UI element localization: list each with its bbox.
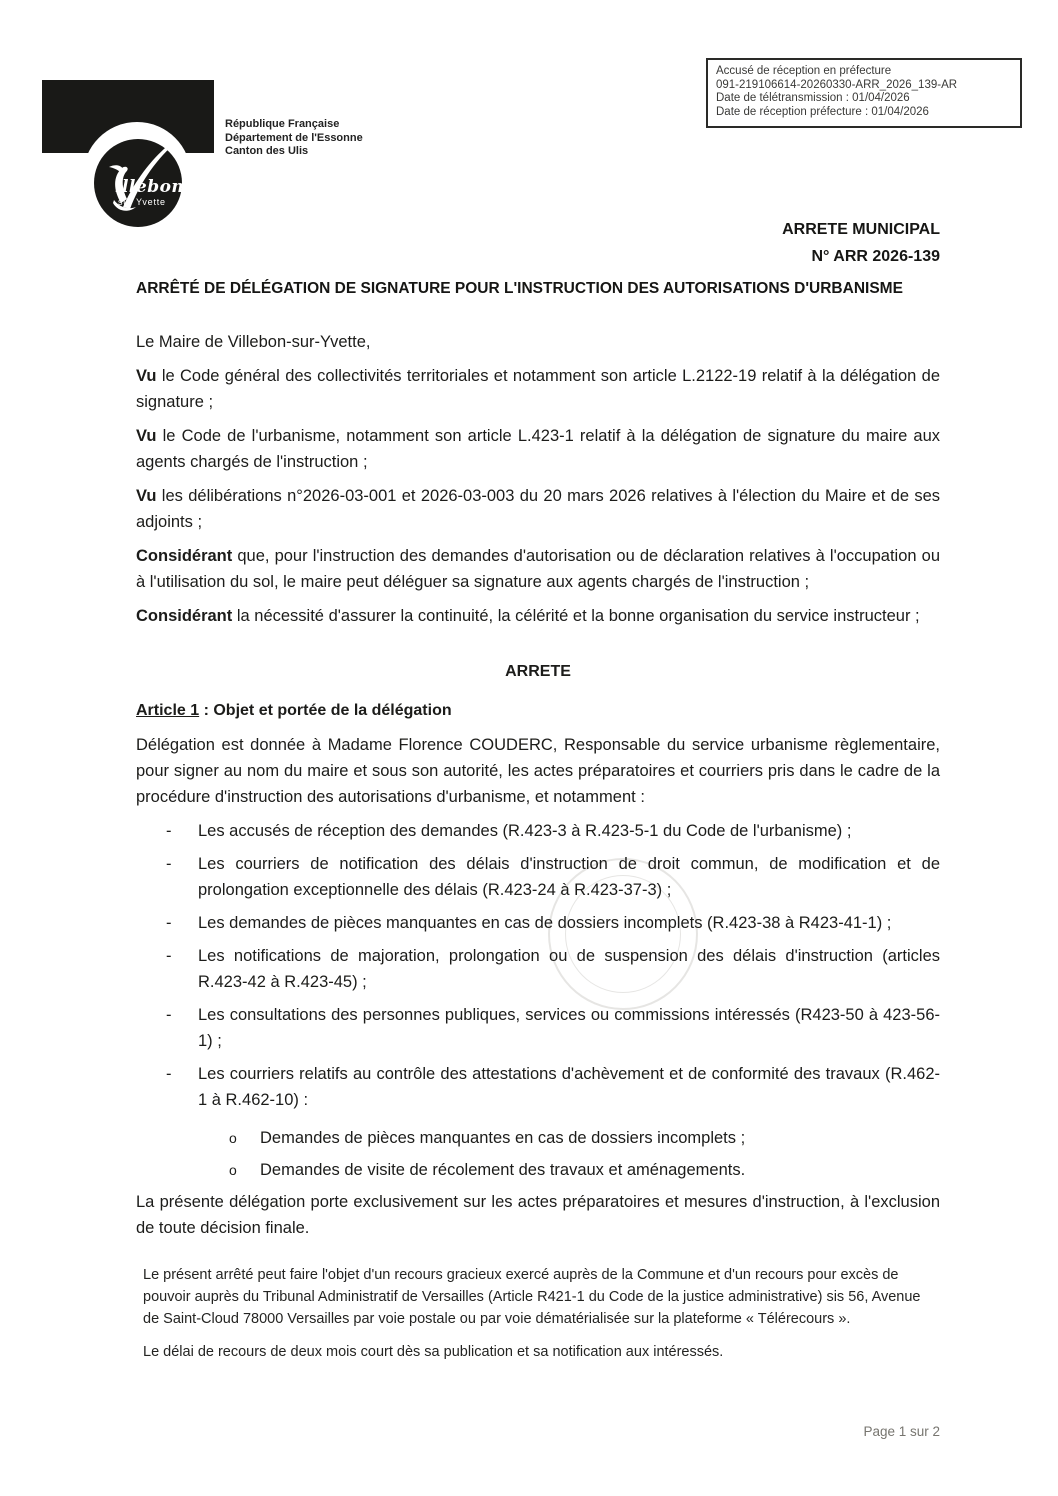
clause-text: le Code de l'urbanisme, notamment son article L.423-1 relatif à la délégation de signature du maire aux agents chargés de l'instruction ;: [136, 427, 940, 471]
main-title: ARRÊTÉ DE DÉLÉGATION DE SIGNATURE POUR L'INSTRUCTION DES AUTORISATIONS D'URBANISME: [136, 280, 903, 297]
document-body: [0, 329, 1058, 1376]
clause-vu-1: [136, 363, 940, 415]
sub-list-item: o Demandes de visite de récolement des travaux et aménagements.: [136, 1157, 940, 1183]
arrete-heading: ARRETE: [505, 663, 571, 680]
clause-lead: Considérant: [136, 547, 233, 565]
article-1-title: : Objet et portée de la délégation: [199, 702, 452, 719]
legal-footnote: [143, 1265, 926, 1364]
receipt-reception-date: Date de réception préfecture : 01/04/2026: [716, 105, 929, 118]
dash-bullet: -: [166, 947, 172, 965]
clause-considerant-1: [136, 543, 940, 595]
republic-line: République Française: [225, 118, 340, 130]
sub-list-item: o Demandes de pièces manquantes en cas de dossiers incomplets ;: [136, 1125, 940, 1151]
opening-line: Le Maire de Villebon-sur-Yvette,: [136, 333, 371, 351]
clause-considerant-2: [136, 603, 940, 629]
dash-bullet: -: [166, 855, 172, 873]
receipt-reference: 091-219106614-20260330-ARR_2026_139-AR: [716, 78, 958, 91]
dash-bullet: -: [166, 914, 172, 932]
list-item: - Les consultations des personnes publiques, services ou commissions intéressés (R423-50 à 423-56-1) ;: [136, 1002, 940, 1054]
list-item: - Les accusés de réception des demandes (R.423-3 à R.423-5-1 du Code de l'urbanisme) ;: [136, 818, 940, 844]
footnote-recours: Le présent arrêté peut faire l'objet d'un recours gracieux exercé auprès de la Commune et d'un recours pour excès de pouvoir auprès du Tribunal Administratif de Versailles (Article R421-1 du Code de la justice administrative) sis 56, Avenue de Saint-Cloud 78000 Versailles par voie postale ou par voie dématérialisée sur la plateforme « Télérecours ».: [143, 1267, 921, 1327]
list-item: - Les demandes de pièces manquantes en cas de dossiers incomplets (R.423-38 à R423-41-1) ;: [136, 910, 940, 936]
circle-bullet: o: [229, 1162, 237, 1178]
logo-city-subname: sur Yvette: [118, 197, 166, 207]
logo-city-name: illebon: [115, 177, 185, 197]
receipt-transmission-date: Date de télétransmission : 01/04/2026: [716, 92, 910, 105]
closing-paragraph: La présente délégation porte exclusivement sur les actes préparatoires et mesures d'instruction, à l'exclusion de toute décision finale.: [136, 1193, 940, 1237]
clause-vu-3: [136, 483, 940, 535]
clause-lead: Vu: [136, 367, 157, 385]
dash-bullet: -: [166, 1065, 172, 1083]
circle-bullet: o: [229, 1130, 237, 1146]
clause-text: les délibérations n°2026-03-001 et 2026-03-003 du 20 mars 2026 relatives à l'élection du Maire et de ses adjoints ;: [136, 487, 940, 531]
prefecture-receipt-box: [706, 58, 1022, 128]
clause-vu-2: [136, 423, 940, 475]
republic-block: [225, 118, 363, 159]
delegation-list: [136, 818, 940, 1113]
clause-lead: Vu: [136, 427, 157, 445]
dash-bullet: -: [166, 1006, 172, 1024]
clause-text: le Code général des collectivités territoriales et notamment son article L.2122-19 relatif à la délégation de signature ;: [136, 367, 940, 411]
page-indicator: Page 1 sur 2: [863, 1424, 940, 1439]
list-item: - Les courriers relatifs au contrôle des attestations d'achèvement et de conformité des travaux (R.462-1 à R.462-10) :: [136, 1061, 940, 1113]
department-line: Département de l'Essonne: [225, 131, 363, 144]
footnote-delai: Le délai de recours de deux mois court dès sa publication et sa notification aux intéressés.: [143, 1344, 724, 1361]
city-logo: [94, 139, 185, 227]
clause-text: la nécessité d'assurer la continuité, la célérité et la bonne organisation du service instructeur ;: [232, 607, 920, 625]
receipt-title: Accusé de réception en préfecture: [716, 65, 892, 77]
article-1-heading: [136, 698, 940, 724]
clause-text: que, pour l'instruction des demandes d'autorisation ou de déclaration relatives à l'occupation ou à l'utilisation du sol, le maire peut déléguer sa signature aux agents chargés de l'instruction ;: [136, 547, 940, 591]
sub-list: [136, 1125, 940, 1183]
clause-lead: Vu: [136, 487, 157, 505]
canton-line: Canton des Ulis: [225, 145, 309, 157]
article-1-intro: Délégation est donnée à Madame Florence COUDERC, Responsable du service urbanisme règlementaire, pour signer au nom du maire et sous son autorité, les actes préparatoires et courriers pris dans le cadre de la procédure d'instruction des autorisations d'urbanisme, et notamment :: [136, 736, 940, 806]
doc-type: ARRETE MUNICIPAL: [782, 221, 940, 238]
doc-title-block: [136, 216, 940, 270]
list-item: - Les courriers de notification des délais d'instruction de droit commun, de modification et de prolongation exceptionnelle des délais (R.423-24 à R.423-37-3) ;: [136, 851, 940, 903]
dash-bullet: -: [166, 822, 172, 840]
clause-lead: Considérant: [136, 607, 233, 625]
article-1-label: Article 1: [136, 702, 200, 719]
doc-number: N° ARR 2026-139: [811, 248, 940, 265]
list-item: - Les notifications de majoration, prolongation ou de suspension des délais d'instruction (articles R.423-42 à R.423-45) ;: [136, 943, 940, 995]
